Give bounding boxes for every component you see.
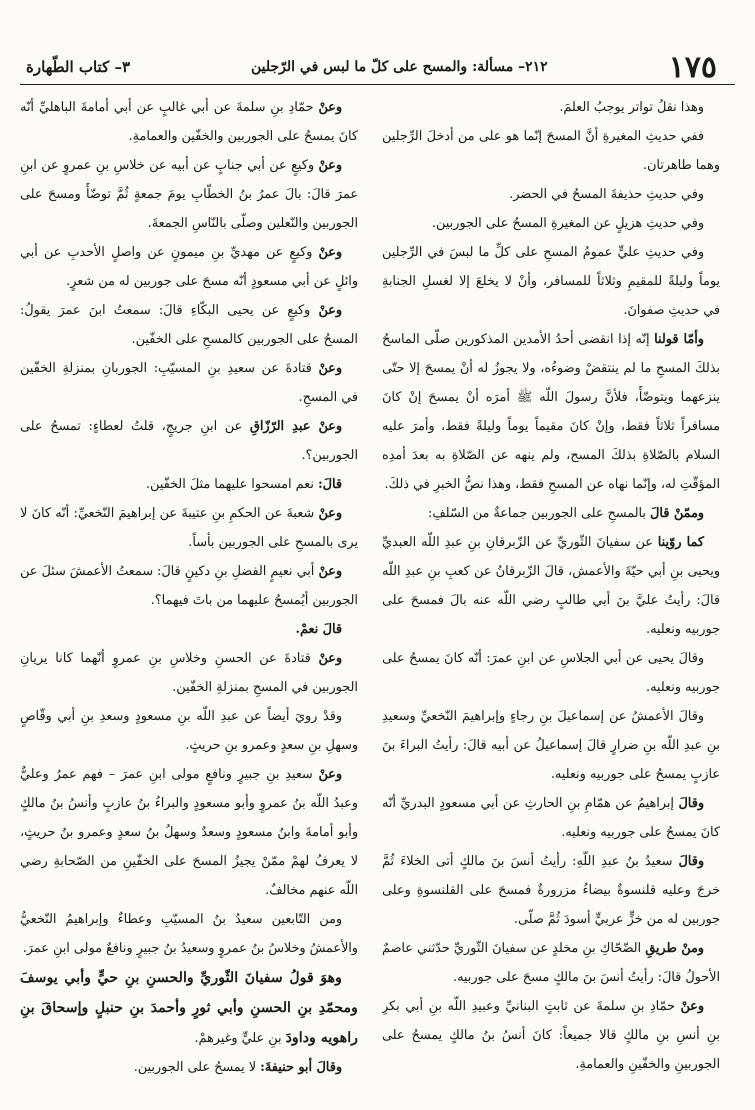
- paragraph: وفي حديثِ عليٍّ عمومُ المسحِ على كلِّ ما لبسَ في الرِّجلين يوماً وليلةً للمقيمِ وثلاثاً للمسافر، وأنْ لا يخلعَ إلا لغسلِ الجنابةِ في حديثِ صفوانَ.: [382, 245, 720, 318]
- paragraph: وقدْ رويَ أيضاً عن عبدِ اللّه بنِ مسعودٍ وسعدِ بنِ أبي وقّاصٍ وسهلِ بنِ سعدٍ وعمرو بنِ حريثٍ.: [20, 709, 358, 753]
- paragraph: [382, 847, 720, 934]
- lead-phrase: وعنْ عبدِ الرّزّاقِ: [249, 419, 342, 434]
- paragraph: [20, 760, 358, 905]
- paragraph: [382, 499, 720, 528]
- paragraph: وفي حديثِ حذيفةَ المسحُ في الحضر.: [509, 187, 704, 202]
- lead-phrase: وعنْ: [680, 999, 704, 1014]
- paragraph: [20, 412, 358, 470]
- paragraph: وفي حديثِ هزيلٍ عن المغيرةِ المسحُ على الجوربين.: [431, 216, 704, 231]
- lead-phrase: وقالَ أبو حنيفةَ:: [260, 1060, 342, 1075]
- paragraph-text: بالمسحِ على الجوربين جماعةٌ من السّلفِ:: [428, 506, 651, 521]
- paragraph: [20, 151, 358, 238]
- lead-phrase: قالَ:: [317, 477, 342, 492]
- paragraph-text: لا يمسحُ على الجوربين.: [133, 1060, 261, 1075]
- paragraph: [20, 499, 358, 557]
- lead-phrase: وعنْ: [318, 245, 342, 260]
- right-column: [382, 93, 720, 1093]
- lead-phrase: كما روّينا: [657, 535, 705, 550]
- lead-phrase: وعنْ: [318, 564, 342, 579]
- paragraph-text: شعبةَ عن الحكمِ بنِ عتيبةَ عن إبراهيمَ النّخعيِّ: أنّه كانَ لا يرى بالمسحِ على الجوربين بأساً.: [20, 506, 358, 550]
- paragraph: [382, 992, 720, 1079]
- paragraph: [382, 528, 720, 644]
- page-header: [20, 50, 735, 85]
- paragraph: وقالَ يحيى عن أبي الجلاسِ عن ابنِ عمرَ: أنّه كانَ يمسحُ على جوربيه ونعليه.: [382, 651, 720, 695]
- paragraph-text: بنِ عليٍّ وغيرهمْ.: [194, 1031, 286, 1046]
- lead-phrase: وقالَ: [678, 796, 704, 811]
- bold-statement: وهوَ قولُ سفيانَ الثّوريِّ والحسنِ بنِ حيٍّ وأبي يوسفَ ومحمّدِ بنِ الحسنِ وأبي ثورٍ وأحمدَ بنِ حنبلٍ وإسحاقَ بنِ راهويه وداودَ: [20, 970, 358, 1046]
- paragraph: وهذا نقلُ تواتر يوجبُ العلمَ.: [559, 100, 704, 115]
- paragraph-text: إنّه إذا انقضى أحدُ الأمدين المذكورين صلّى الماسحُ بذلكَ المسحِ ما لم ينتقضْ وضوءُه، ولا يجوزُ له أنْ يمسحَ إلا حتّى ينزعهما ويتوضّأَ، فلأنَّ رسولَ اللّه ﷺ أمرَه أنْ يمسحَ إنْ كانَ مسافراً ثلاثاً فقط، وإنْ كانَ مقيماً يوماً وليلةً فقط، وأمرَ عليه السلام بالصّلاةِ بذلكَ المسح، ولم ينهه عن الصّلاةِ به بعدَ أمدِه المؤقّتِ له، وإنّما نهاه عن المسحِ فقط، وهذا نصُّ الخبرِ في ذلكَ.: [382, 332, 720, 492]
- paragraph: قالَ نعمْ.: [295, 622, 342, 637]
- paragraph-text: أبي نعيمٍ الفضلِ بنِ دكينٍ قالَ: سمعتُ الأعمشَ سئلَ عن الجوربين أيُمسحُ عليهما من باتَ فيهما؟.: [20, 564, 358, 608]
- paragraph: [20, 470, 358, 499]
- paragraph-text: إبراهيمُ عن همّامِ بنِ الحارثِ عن أبي مسعودٍ البدريِّ أنّه كانَ يمسحُ على جوربيه ونعليه.: [382, 796, 720, 840]
- paragraph: [20, 557, 358, 615]
- lead-phrase: وعنْ: [318, 303, 342, 318]
- paragraph: ومن التّابعين سعيدُ بنُ المسيّبِ وعطاءٌ وإبراهيمُ النّخعيُّ والأعمشُ وخلاسُ بنُ عمروٍ وسعيدُ بنُ جبيرٍ ونافعٌ مولى ابنِ عمرَ.: [20, 912, 358, 956]
- lead-phrase: وعنْ: [318, 767, 342, 782]
- lead-phrase: وأمّا قولنا: [654, 332, 704, 347]
- paragraph: [20, 1053, 358, 1082]
- book-title: ٣– كتاب الطّهارة: [26, 58, 131, 76]
- paragraph: [20, 963, 358, 1053]
- section-title: ٢١٢– مسألة: والمسح على كلّ ما لبس في الرّجلين: [250, 59, 548, 75]
- paragraph-text: عن ابنِ جريجٍ، قلتُ لعطاءٍ: تمسحُ على الجوربين؟.: [20, 419, 358, 463]
- paragraph: [20, 238, 358, 296]
- lead-phrase: وعنْ: [318, 651, 342, 666]
- paragraph: وقالَ الأعمشُ عن إسماعيلَ بنِ رجاءٍ وإبراهيمَ النّخعيِّ وسعيدِ بنِ عبدِ اللّه بنِ ضرارٍ قالَ إسماعيلُ عن أبيه قالَ: رأيتُ البراءَ بنَ عازبٍ يمسحُ على جوربيه ونعليه.: [382, 709, 720, 782]
- paragraph: [20, 644, 358, 702]
- page-number: ١٧٥: [668, 49, 717, 85]
- paragraph: [20, 296, 358, 354]
- paragraph-text: الضّحّاكِ بنِ مخلدٍ عن سفيانَ الثّوريِّ حدّثني عاصمٌ الأحولُ قالَ: رأيتُ أنسَ بنَ مالكٍ مسحَ على جوربيه.: [382, 941, 720, 985]
- paragraph: [382, 789, 720, 847]
- paragraph-text: حمّادِ بنِ سلمةَ عن ثابتٍ البنانيِّ وعبيدِ اللّه بنِ أبي بكرِ بنِ أنسِ بنِ مالكٍ قالا جميعاً: كانَ أنسُ بنُ مالكٍ يمسحُ على الجوربينِ والخفّينِ والعمامةِ.: [382, 999, 720, 1072]
- lead-phrase: ومنْ طريقِ: [645, 941, 704, 956]
- paragraph-text: وكيعٍ عن يحيى البكّاءِ قالَ: سمعتُ ابنَ عمرَ يقولُ: المسحُ على الجوربين كالمسحِ على الخفّين.: [20, 303, 358, 347]
- paragraph: ففي حديثِ المغيرةِ أنَّ المسحَ إنّما هو على من أدخلَ الرِّجلين وهما طاهرتان.: [382, 129, 720, 173]
- lead-phrase: وممّنْ قالَ: [650, 506, 704, 521]
- paragraph: [382, 325, 720, 499]
- lead-phrase: وعنْ: [318, 100, 342, 115]
- left-column: [20, 93, 358, 1093]
- lead-phrase: وعنْ: [318, 361, 342, 376]
- paragraph: [20, 354, 358, 412]
- paragraph-text: نعم امسحوا عليهما مثلَ الخفّين.: [145, 477, 318, 492]
- paragraph-text: عن سفيانَ الثّوريِّ عن الزّبرقانِ بنِ عبدِ اللّه العبديِّ ويحيى بنِ أبي حيّةَ والأعمش، قالَ الزّبرقانُ عن كعبِ بنِ عبدِ اللّه قالَ: رأيتُ عليَّ بنَ أبي طالبٍ رضي اللّه عنه بالَ فمسحَ على جوربيه ونعليه.: [382, 535, 720, 637]
- paragraph-text: حمّادِ بنِ سلمةَ عن أبي غالبٍ عن أبي أمامةَ الباهليِّ أنّه كانَ يمسحُ على الجوربين والخفّين والعمامةِ.: [20, 100, 358, 144]
- paragraph-text: قتادةَ عن سعيدِ بنِ المسيّبِ: الجوربانِ بمنزلةِ الخفّين في المسحِ.: [20, 361, 358, 405]
- paragraph-text: وكيعٍ عن مهديِّ بنِ ميمونٍ عن واصلٍ الأحدبِ عن أبي وائلٍ عن أبي مسعودٍ أنّه مسحَ على جوربين له من شعرٍ.: [20, 245, 358, 289]
- paragraph: [382, 934, 720, 992]
- lead-phrase: وعنْ: [318, 506, 342, 521]
- lead-phrase: وعنْ: [318, 158, 342, 173]
- paragraph-text: سعيدُ بنُ عبدِ اللّهِ: رأيتُ أنسَ بنَ مالكٍ أتى الخلاءَ ثُمَّ خرجَ وعليه قلنسوةٌ بيضاءُ مزرورةٌ فمسحَ على القلنسوةِ وعلى جوربين له من خزٍّ عربيٍّ أسودَ ثُمَّ صلّى.: [382, 854, 720, 927]
- paragraph-text: قتادةَ عن الحسنِ وخلاسِ بنِ عمروٍ أنّهما كانا يريانِ الجوربين في المسحِ بمنزلةِ الخفّين.: [20, 651, 358, 695]
- paragraph-text: وكيعٍ عن أبي جنابٍ عن أبيه عن خلاسِ بنِ عمروٍ عن ابنِ عمرَ قالَ: بالَ عمرُ بنُ الخطّابِ يومَ جمعةٍ ثُمَّ توضّأَ ومسحَ على الجوربين والنّعلين وصلّى بالنّاسِ الجمعةَ.: [20, 158, 358, 231]
- lead-phrase: وقالَ: [678, 854, 704, 869]
- paragraph: [20, 93, 358, 151]
- paragraph-text: سعيدِ بنِ جبيرٍ ونافعٍ مولى ابنِ عمرَ – فهم عمرُ وعليٌّ وعبدُ اللّه بنُ عمروٍ وأبو مسعودٍ والبراءُ بنُ عازبٍ وأنسُ بنُ مالكٍ وأبو أمامةَ وابنُ مسعودٍ وسعدٌ وسهلُ بنُ سعدٍ وعمرو بنُ حريثٍ، لا يعرفُ لهمْ ممّنْ يجيزُ المسحَ على الخفّينِ من الصّحابةِ رضي اللّه عنهم مخالفٌ.: [20, 767, 358, 898]
